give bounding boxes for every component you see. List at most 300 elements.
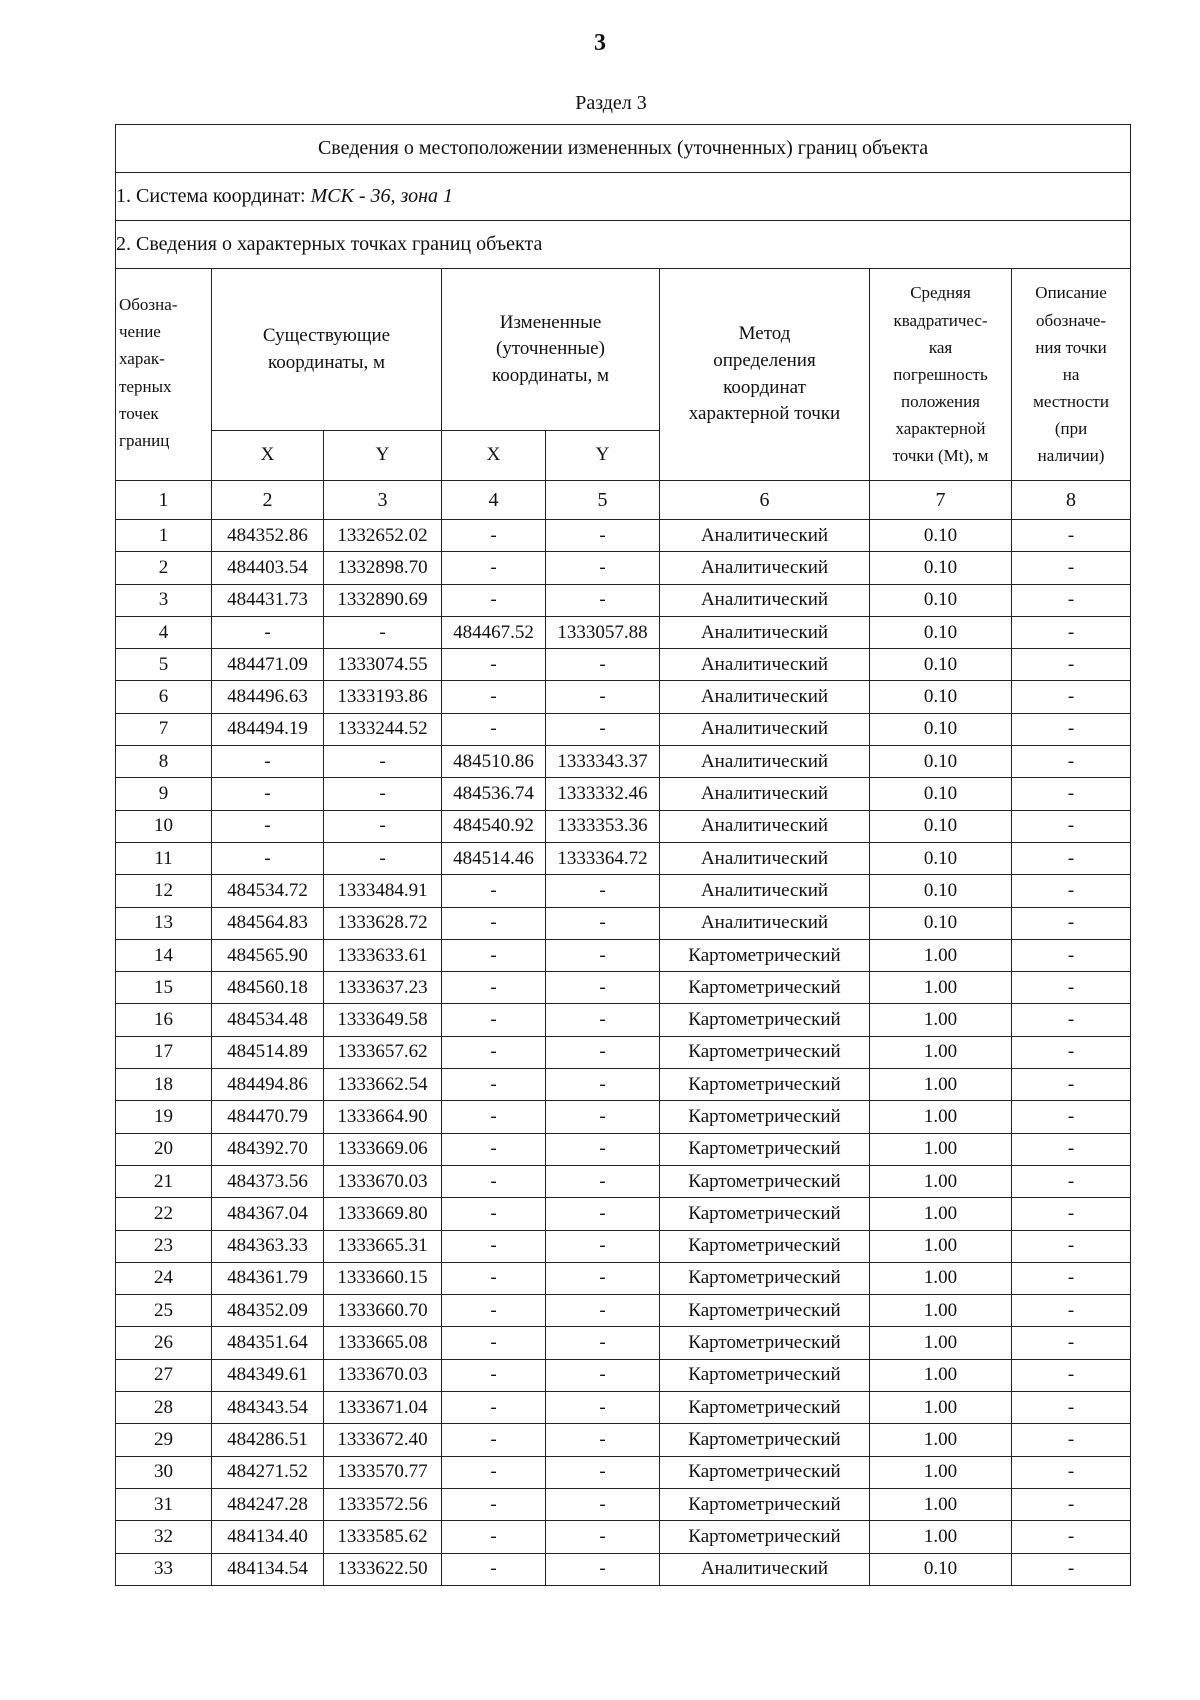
method-cell: Картометрический bbox=[660, 1069, 870, 1101]
changed-y-cell: - bbox=[546, 875, 660, 907]
changed-y-cell: - bbox=[546, 1456, 660, 1488]
changed-x-cell: - bbox=[442, 1488, 546, 1520]
description-cell: - bbox=[1012, 1295, 1131, 1327]
changed-x-cell: 484540.92 bbox=[442, 810, 546, 842]
changed-x-cell: - bbox=[442, 972, 546, 1004]
changed-x-cell: - bbox=[442, 1101, 546, 1133]
changed-x-cell: - bbox=[442, 1262, 546, 1294]
changed-y-cell: - bbox=[546, 1359, 660, 1391]
method-cell: Картометрический bbox=[660, 1262, 870, 1294]
method-cell: Картометрический bbox=[660, 1133, 870, 1165]
header-changed-y: Y bbox=[546, 431, 660, 481]
existing-y-cell: 1333633.61 bbox=[324, 939, 442, 971]
mean-error-cell: 1.00 bbox=[870, 972, 1012, 1004]
description-cell: - bbox=[1012, 1392, 1131, 1424]
point-number-cell: 9 bbox=[116, 778, 212, 810]
method-cell: Аналитический bbox=[660, 907, 870, 939]
method-cell: Картометрический bbox=[660, 1198, 870, 1230]
description-cell: - bbox=[1012, 778, 1131, 810]
existing-x-cell: 484352.86 bbox=[212, 520, 324, 552]
table-row bbox=[116, 746, 1131, 778]
existing-x-cell: 484286.51 bbox=[212, 1424, 324, 1456]
mean-error-cell: 0.10 bbox=[870, 746, 1012, 778]
description-cell: - bbox=[1012, 1004, 1131, 1036]
changed-y-cell: - bbox=[546, 1069, 660, 1101]
header-existing-coords: Существующие координаты, м bbox=[212, 269, 442, 431]
point-number-cell: 18 bbox=[116, 1069, 212, 1101]
changed-y-cell: - bbox=[546, 1101, 660, 1133]
description-cell: - bbox=[1012, 1521, 1131, 1553]
description-cell: - bbox=[1012, 1230, 1131, 1262]
existing-y-cell: 1333669.80 bbox=[324, 1198, 442, 1230]
changed-y-cell: - bbox=[546, 907, 660, 939]
method-cell: Картометрический bbox=[660, 1327, 870, 1359]
description-cell: - bbox=[1012, 746, 1131, 778]
existing-y-cell: - bbox=[324, 616, 442, 648]
mean-error-cell: 0.10 bbox=[870, 616, 1012, 648]
description-cell: - bbox=[1012, 1327, 1131, 1359]
existing-y-cell: 1332898.70 bbox=[324, 552, 442, 584]
point-number-cell: 17 bbox=[116, 1036, 212, 1068]
existing-x-cell: 484363.33 bbox=[212, 1230, 324, 1262]
coord-system-label: 1. Система координат: bbox=[116, 185, 306, 207]
point-number-cell: 10 bbox=[116, 810, 212, 842]
mean-error-cell: 1.00 bbox=[870, 1327, 1012, 1359]
column-number: 3 bbox=[324, 481, 442, 520]
existing-x-cell: 484349.61 bbox=[212, 1359, 324, 1391]
point-number-cell: 20 bbox=[116, 1133, 212, 1165]
existing-x-cell: - bbox=[212, 616, 324, 648]
existing-x-cell: 484534.48 bbox=[212, 1004, 324, 1036]
changed-y-cell: - bbox=[546, 1133, 660, 1165]
description-cell: - bbox=[1012, 1262, 1131, 1294]
changed-y-cell: - bbox=[546, 1165, 660, 1197]
changed-x-cell: - bbox=[442, 939, 546, 971]
header-point-designation: Обозна- чение харак- терных точек границ bbox=[116, 269, 212, 481]
method-cell: Аналитический bbox=[660, 746, 870, 778]
description-cell: - bbox=[1012, 939, 1131, 971]
existing-y-cell: 1333660.15 bbox=[324, 1262, 442, 1294]
method-cell: Аналитический bbox=[660, 810, 870, 842]
point-number-cell: 3 bbox=[116, 584, 212, 616]
point-number-cell: 25 bbox=[116, 1295, 212, 1327]
changed-x-cell: - bbox=[442, 1521, 546, 1553]
changed-x-cell: - bbox=[442, 520, 546, 552]
changed-x-cell: - bbox=[442, 584, 546, 616]
point-number-cell: 21 bbox=[116, 1165, 212, 1197]
changed-x-cell: - bbox=[442, 1198, 546, 1230]
table-row bbox=[116, 713, 1131, 745]
changed-y-cell: - bbox=[546, 1553, 660, 1585]
point-number-cell: 7 bbox=[116, 713, 212, 745]
method-cell: Аналитический bbox=[660, 875, 870, 907]
changed-x-cell: - bbox=[442, 1069, 546, 1101]
changed-x-cell: - bbox=[442, 875, 546, 907]
mean-error-cell: 0.10 bbox=[870, 810, 1012, 842]
column-number: 8 bbox=[1012, 481, 1131, 520]
column-number: 2 bbox=[212, 481, 324, 520]
changed-x-cell: - bbox=[442, 1553, 546, 1585]
changed-y-cell: - bbox=[546, 1230, 660, 1262]
existing-x-cell: 484351.64 bbox=[212, 1327, 324, 1359]
table-row bbox=[116, 810, 1131, 842]
table-row bbox=[116, 1553, 1131, 1585]
point-number-cell: 24 bbox=[116, 1262, 212, 1294]
mean-error-cell: 0.10 bbox=[870, 778, 1012, 810]
changed-y-cell: - bbox=[546, 1036, 660, 1068]
mean-error-cell: 1.00 bbox=[870, 939, 1012, 971]
mean-error-cell: 1.00 bbox=[870, 1392, 1012, 1424]
existing-x-cell: 484494.19 bbox=[212, 713, 324, 745]
table-body bbox=[116, 520, 1131, 1586]
existing-y-cell: 1333637.23 bbox=[324, 972, 442, 1004]
existing-x-cell: - bbox=[212, 842, 324, 874]
table-row bbox=[116, 584, 1131, 616]
mean-error-cell: 0.10 bbox=[870, 681, 1012, 713]
column-number: 6 bbox=[660, 481, 870, 520]
changed-x-cell: - bbox=[442, 1359, 546, 1391]
mean-error-cell: 1.00 bbox=[870, 1004, 1012, 1036]
changed-y-cell: - bbox=[546, 681, 660, 713]
table-row bbox=[116, 907, 1131, 939]
description-cell: - bbox=[1012, 972, 1131, 1004]
changed-x-cell: - bbox=[442, 681, 546, 713]
changed-x-cell: - bbox=[442, 1230, 546, 1262]
existing-y-cell: 1333572.56 bbox=[324, 1488, 442, 1520]
existing-y-cell: 1333669.06 bbox=[324, 1133, 442, 1165]
page-number: 3 bbox=[594, 30, 606, 56]
table-row bbox=[116, 1456, 1131, 1488]
table-row bbox=[116, 1230, 1131, 1262]
mean-error-cell: 0.10 bbox=[870, 713, 1012, 745]
existing-y-cell: 1333649.58 bbox=[324, 1004, 442, 1036]
point-number-cell: 15 bbox=[116, 972, 212, 1004]
changed-y-cell: - bbox=[546, 1295, 660, 1327]
existing-y-cell: 1333665.08 bbox=[324, 1327, 442, 1359]
point-number-cell: 5 bbox=[116, 649, 212, 681]
method-cell: Картометрический bbox=[660, 1230, 870, 1262]
existing-x-cell: 484367.04 bbox=[212, 1198, 324, 1230]
changed-y-cell: - bbox=[546, 1327, 660, 1359]
point-number-cell: 27 bbox=[116, 1359, 212, 1391]
existing-x-cell: - bbox=[212, 778, 324, 810]
changed-x-cell: 484514.46 bbox=[442, 842, 546, 874]
table-row bbox=[116, 681, 1131, 713]
method-cell: Картометрический bbox=[660, 972, 870, 1004]
table-row bbox=[116, 1424, 1131, 1456]
mean-error-cell: 1.00 bbox=[870, 1069, 1012, 1101]
method-cell: Картометрический bbox=[660, 1424, 870, 1456]
existing-y-cell: - bbox=[324, 810, 442, 842]
method-cell: Картометрический bbox=[660, 1295, 870, 1327]
description-cell: - bbox=[1012, 1553, 1131, 1585]
changed-y-cell: - bbox=[546, 649, 660, 681]
existing-y-cell: 1333585.62 bbox=[324, 1521, 442, 1553]
table-row bbox=[116, 1101, 1131, 1133]
mean-error-cell: 0.10 bbox=[870, 875, 1012, 907]
point-number-cell: 8 bbox=[116, 746, 212, 778]
existing-y-cell: 1333622.50 bbox=[324, 1553, 442, 1585]
method-cell: Картометрический bbox=[660, 1101, 870, 1133]
point-number-cell: 33 bbox=[116, 1553, 212, 1585]
existing-x-cell: 484352.09 bbox=[212, 1295, 324, 1327]
existing-y-cell: 1333074.55 bbox=[324, 649, 442, 681]
description-cell: - bbox=[1012, 907, 1131, 939]
point-number-cell: 32 bbox=[116, 1521, 212, 1553]
header-method: Метод определения координат характерной точки bbox=[660, 269, 870, 481]
table-row bbox=[116, 520, 1131, 552]
method-cell: Аналитический bbox=[660, 1553, 870, 1585]
existing-x-cell: 484134.40 bbox=[212, 1521, 324, 1553]
table-row bbox=[116, 842, 1131, 874]
table-row bbox=[116, 939, 1131, 971]
table-row bbox=[116, 649, 1131, 681]
mean-error-cell: 1.00 bbox=[870, 1036, 1012, 1068]
description-cell: - bbox=[1012, 649, 1131, 681]
mean-error-cell: 1.00 bbox=[870, 1488, 1012, 1520]
mean-error-cell: 1.00 bbox=[870, 1230, 1012, 1262]
changed-y-cell: - bbox=[546, 1521, 660, 1553]
table-row bbox=[116, 552, 1131, 584]
mean-error-cell: 1.00 bbox=[870, 1165, 1012, 1197]
table-row bbox=[116, 616, 1131, 648]
existing-y-cell: 1333672.40 bbox=[324, 1424, 442, 1456]
mean-error-cell: 1.00 bbox=[870, 1133, 1012, 1165]
method-cell: Аналитический bbox=[660, 842, 870, 874]
description-cell: - bbox=[1012, 1133, 1131, 1165]
description-cell: - bbox=[1012, 810, 1131, 842]
method-cell: Картометрический bbox=[660, 1036, 870, 1068]
existing-y-cell: 1333670.03 bbox=[324, 1165, 442, 1197]
existing-x-cell: 484247.28 bbox=[212, 1488, 324, 1520]
table-row bbox=[116, 1521, 1131, 1553]
description-cell: - bbox=[1012, 713, 1131, 745]
mean-error-cell: 0.10 bbox=[870, 1553, 1012, 1585]
mean-error-cell: 0.10 bbox=[870, 584, 1012, 616]
coord-system-row bbox=[116, 173, 1131, 221]
mean-error-cell: 0.10 bbox=[870, 520, 1012, 552]
boundary-points-table bbox=[115, 124, 1131, 1586]
mean-error-cell: 1.00 bbox=[870, 1262, 1012, 1294]
description-cell: - bbox=[1012, 1069, 1131, 1101]
header-description: Описание обозначе- ния точки на местности (при наличии) bbox=[1012, 269, 1131, 481]
existing-y-cell: 1333244.52 bbox=[324, 713, 442, 745]
changed-x-cell: 484467.52 bbox=[442, 616, 546, 648]
mean-error-cell: 0.10 bbox=[870, 907, 1012, 939]
existing-x-cell: 484494.86 bbox=[212, 1069, 324, 1101]
existing-y-cell: - bbox=[324, 778, 442, 810]
existing-y-cell: 1333484.91 bbox=[324, 875, 442, 907]
existing-y-cell: 1333570.77 bbox=[324, 1456, 442, 1488]
table-row bbox=[116, 1359, 1131, 1391]
existing-x-cell: 484431.73 bbox=[212, 584, 324, 616]
changed-y-cell: - bbox=[546, 1198, 660, 1230]
method-cell: Аналитический bbox=[660, 713, 870, 745]
changed-x-cell: - bbox=[442, 713, 546, 745]
table-row bbox=[116, 875, 1131, 907]
points-info-label: 2. Сведения о характерных точках границ объекта bbox=[116, 221, 1131, 269]
point-number-cell: 31 bbox=[116, 1488, 212, 1520]
coord-system-value: МСК - 36, зона 1 bbox=[310, 185, 454, 207]
mean-error-cell: 1.00 bbox=[870, 1521, 1012, 1553]
point-number-cell: 2 bbox=[116, 552, 212, 584]
point-number-cell: 1 bbox=[116, 520, 212, 552]
table-row bbox=[116, 778, 1131, 810]
point-number-cell: 19 bbox=[116, 1101, 212, 1133]
point-number-cell: 13 bbox=[116, 907, 212, 939]
method-cell: Картометрический bbox=[660, 1488, 870, 1520]
changed-y-cell: - bbox=[546, 520, 660, 552]
changed-y-cell: - bbox=[546, 584, 660, 616]
changed-y-cell: - bbox=[546, 1424, 660, 1456]
column-number: 1 bbox=[116, 481, 212, 520]
point-number-cell: 6 bbox=[116, 681, 212, 713]
table-row bbox=[116, 972, 1131, 1004]
changed-y-cell: - bbox=[546, 713, 660, 745]
method-cell: Аналитический bbox=[660, 649, 870, 681]
column-number: 4 bbox=[442, 481, 546, 520]
table-row bbox=[116, 1327, 1131, 1359]
changed-x-cell: 484536.74 bbox=[442, 778, 546, 810]
description-cell: - bbox=[1012, 1036, 1131, 1068]
existing-x-cell: 484514.89 bbox=[212, 1036, 324, 1068]
section-label: Раздел 3 bbox=[575, 92, 647, 114]
changed-y-cell: 1333353.36 bbox=[546, 810, 660, 842]
description-cell: - bbox=[1012, 1198, 1131, 1230]
point-number-cell: 28 bbox=[116, 1392, 212, 1424]
changed-x-cell: - bbox=[442, 552, 546, 584]
point-number-cell: 11 bbox=[116, 842, 212, 874]
method-cell: Аналитический bbox=[660, 584, 870, 616]
existing-y-cell: 1333665.31 bbox=[324, 1230, 442, 1262]
column-number: 5 bbox=[546, 481, 660, 520]
existing-x-cell: 484271.52 bbox=[212, 1456, 324, 1488]
point-number-cell: 30 bbox=[116, 1456, 212, 1488]
table-row bbox=[116, 1036, 1131, 1068]
table-row bbox=[116, 1198, 1131, 1230]
changed-x-cell: - bbox=[442, 1424, 546, 1456]
table-row bbox=[116, 1133, 1131, 1165]
changed-y-cell: 1333057.88 bbox=[546, 616, 660, 648]
existing-x-cell: 484534.72 bbox=[212, 875, 324, 907]
table-row bbox=[116, 1262, 1131, 1294]
existing-x-cell: 484361.79 bbox=[212, 1262, 324, 1294]
column-number: 7 bbox=[870, 481, 1012, 520]
point-number-cell: 14 bbox=[116, 939, 212, 971]
changed-x-cell: - bbox=[442, 1295, 546, 1327]
changed-y-cell: - bbox=[546, 972, 660, 1004]
point-number-cell: 29 bbox=[116, 1424, 212, 1456]
table-row bbox=[116, 1165, 1131, 1197]
existing-x-cell: 484343.54 bbox=[212, 1392, 324, 1424]
mean-error-cell: 0.10 bbox=[870, 649, 1012, 681]
existing-x-cell: 484403.54 bbox=[212, 552, 324, 584]
point-number-cell: 12 bbox=[116, 875, 212, 907]
description-cell: - bbox=[1012, 584, 1131, 616]
existing-x-cell: 484496.63 bbox=[212, 681, 324, 713]
changed-y-cell: 1333364.72 bbox=[546, 842, 660, 874]
existing-y-cell: 1333664.90 bbox=[324, 1101, 442, 1133]
existing-y-cell: 1333657.62 bbox=[324, 1036, 442, 1068]
method-cell: Аналитический bbox=[660, 552, 870, 584]
method-cell: Картометрический bbox=[660, 939, 870, 971]
description-cell: - bbox=[1012, 1456, 1131, 1488]
existing-y-cell: - bbox=[324, 746, 442, 778]
mean-error-cell: 1.00 bbox=[870, 1295, 1012, 1327]
header-mean-error: Средняя квадратичес- кая погрешность положения характерной точки (Mt), м bbox=[870, 269, 1012, 481]
existing-y-cell: 1333671.04 bbox=[324, 1392, 442, 1424]
column-number-row bbox=[116, 481, 1131, 520]
method-cell: Аналитический bbox=[660, 616, 870, 648]
changed-y-cell: 1333332.46 bbox=[546, 778, 660, 810]
changed-y-cell: - bbox=[546, 1488, 660, 1520]
existing-y-cell: 1333670.03 bbox=[324, 1359, 442, 1391]
existing-x-cell: 484392.70 bbox=[212, 1133, 324, 1165]
header-existing-x: X bbox=[212, 431, 324, 481]
changed-x-cell: - bbox=[442, 1165, 546, 1197]
changed-x-cell: - bbox=[442, 1456, 546, 1488]
table-row bbox=[116, 1295, 1131, 1327]
point-number-cell: 22 bbox=[116, 1198, 212, 1230]
mean-error-cell: 1.00 bbox=[870, 1456, 1012, 1488]
existing-x-cell: 484134.54 bbox=[212, 1553, 324, 1585]
existing-x-cell: 484560.18 bbox=[212, 972, 324, 1004]
existing-y-cell: 1333662.54 bbox=[324, 1069, 442, 1101]
existing-x-cell: 484564.83 bbox=[212, 907, 324, 939]
description-cell: - bbox=[1012, 875, 1131, 907]
existing-x-cell: - bbox=[212, 810, 324, 842]
description-cell: - bbox=[1012, 842, 1131, 874]
existing-x-cell: 484471.09 bbox=[212, 649, 324, 681]
existing-y-cell: 1332652.02 bbox=[324, 520, 442, 552]
method-cell: Картометрический bbox=[660, 1004, 870, 1036]
changed-x-cell: - bbox=[442, 1004, 546, 1036]
changed-y-cell: - bbox=[546, 1004, 660, 1036]
description-cell: - bbox=[1012, 681, 1131, 713]
existing-x-cell: 484470.79 bbox=[212, 1101, 324, 1133]
method-cell: Картометрический bbox=[660, 1392, 870, 1424]
point-number-cell: 23 bbox=[116, 1230, 212, 1262]
existing-y-cell: 1332890.69 bbox=[324, 584, 442, 616]
point-number-cell: 16 bbox=[116, 1004, 212, 1036]
point-number-cell: 4 bbox=[116, 616, 212, 648]
mean-error-cell: 0.10 bbox=[870, 842, 1012, 874]
mean-error-cell: 1.00 bbox=[870, 1424, 1012, 1456]
existing-y-cell: 1333193.86 bbox=[324, 681, 442, 713]
changed-x-cell: - bbox=[442, 1036, 546, 1068]
description-cell: - bbox=[1012, 1424, 1131, 1456]
changed-y-cell: 1333343.37 bbox=[546, 746, 660, 778]
changed-x-cell: - bbox=[442, 1392, 546, 1424]
table-row bbox=[116, 1004, 1131, 1036]
changed-x-cell: - bbox=[442, 1327, 546, 1359]
description-cell: - bbox=[1012, 520, 1131, 552]
existing-y-cell: 1333660.70 bbox=[324, 1295, 442, 1327]
method-cell: Картометрический bbox=[660, 1165, 870, 1197]
method-cell: Картометрический bbox=[660, 1359, 870, 1391]
changed-x-cell: - bbox=[442, 1133, 546, 1165]
method-cell: Аналитический bbox=[660, 778, 870, 810]
changed-x-cell: - bbox=[442, 649, 546, 681]
existing-x-cell: 484565.90 bbox=[212, 939, 324, 971]
mean-error-cell: 1.00 bbox=[870, 1359, 1012, 1391]
existing-x-cell: - bbox=[212, 746, 324, 778]
table-row bbox=[116, 1392, 1131, 1424]
mean-error-cell: 0.10 bbox=[870, 552, 1012, 584]
changed-y-cell: - bbox=[546, 939, 660, 971]
method-cell: Картометрический bbox=[660, 1456, 870, 1488]
changed-x-cell: - bbox=[442, 907, 546, 939]
